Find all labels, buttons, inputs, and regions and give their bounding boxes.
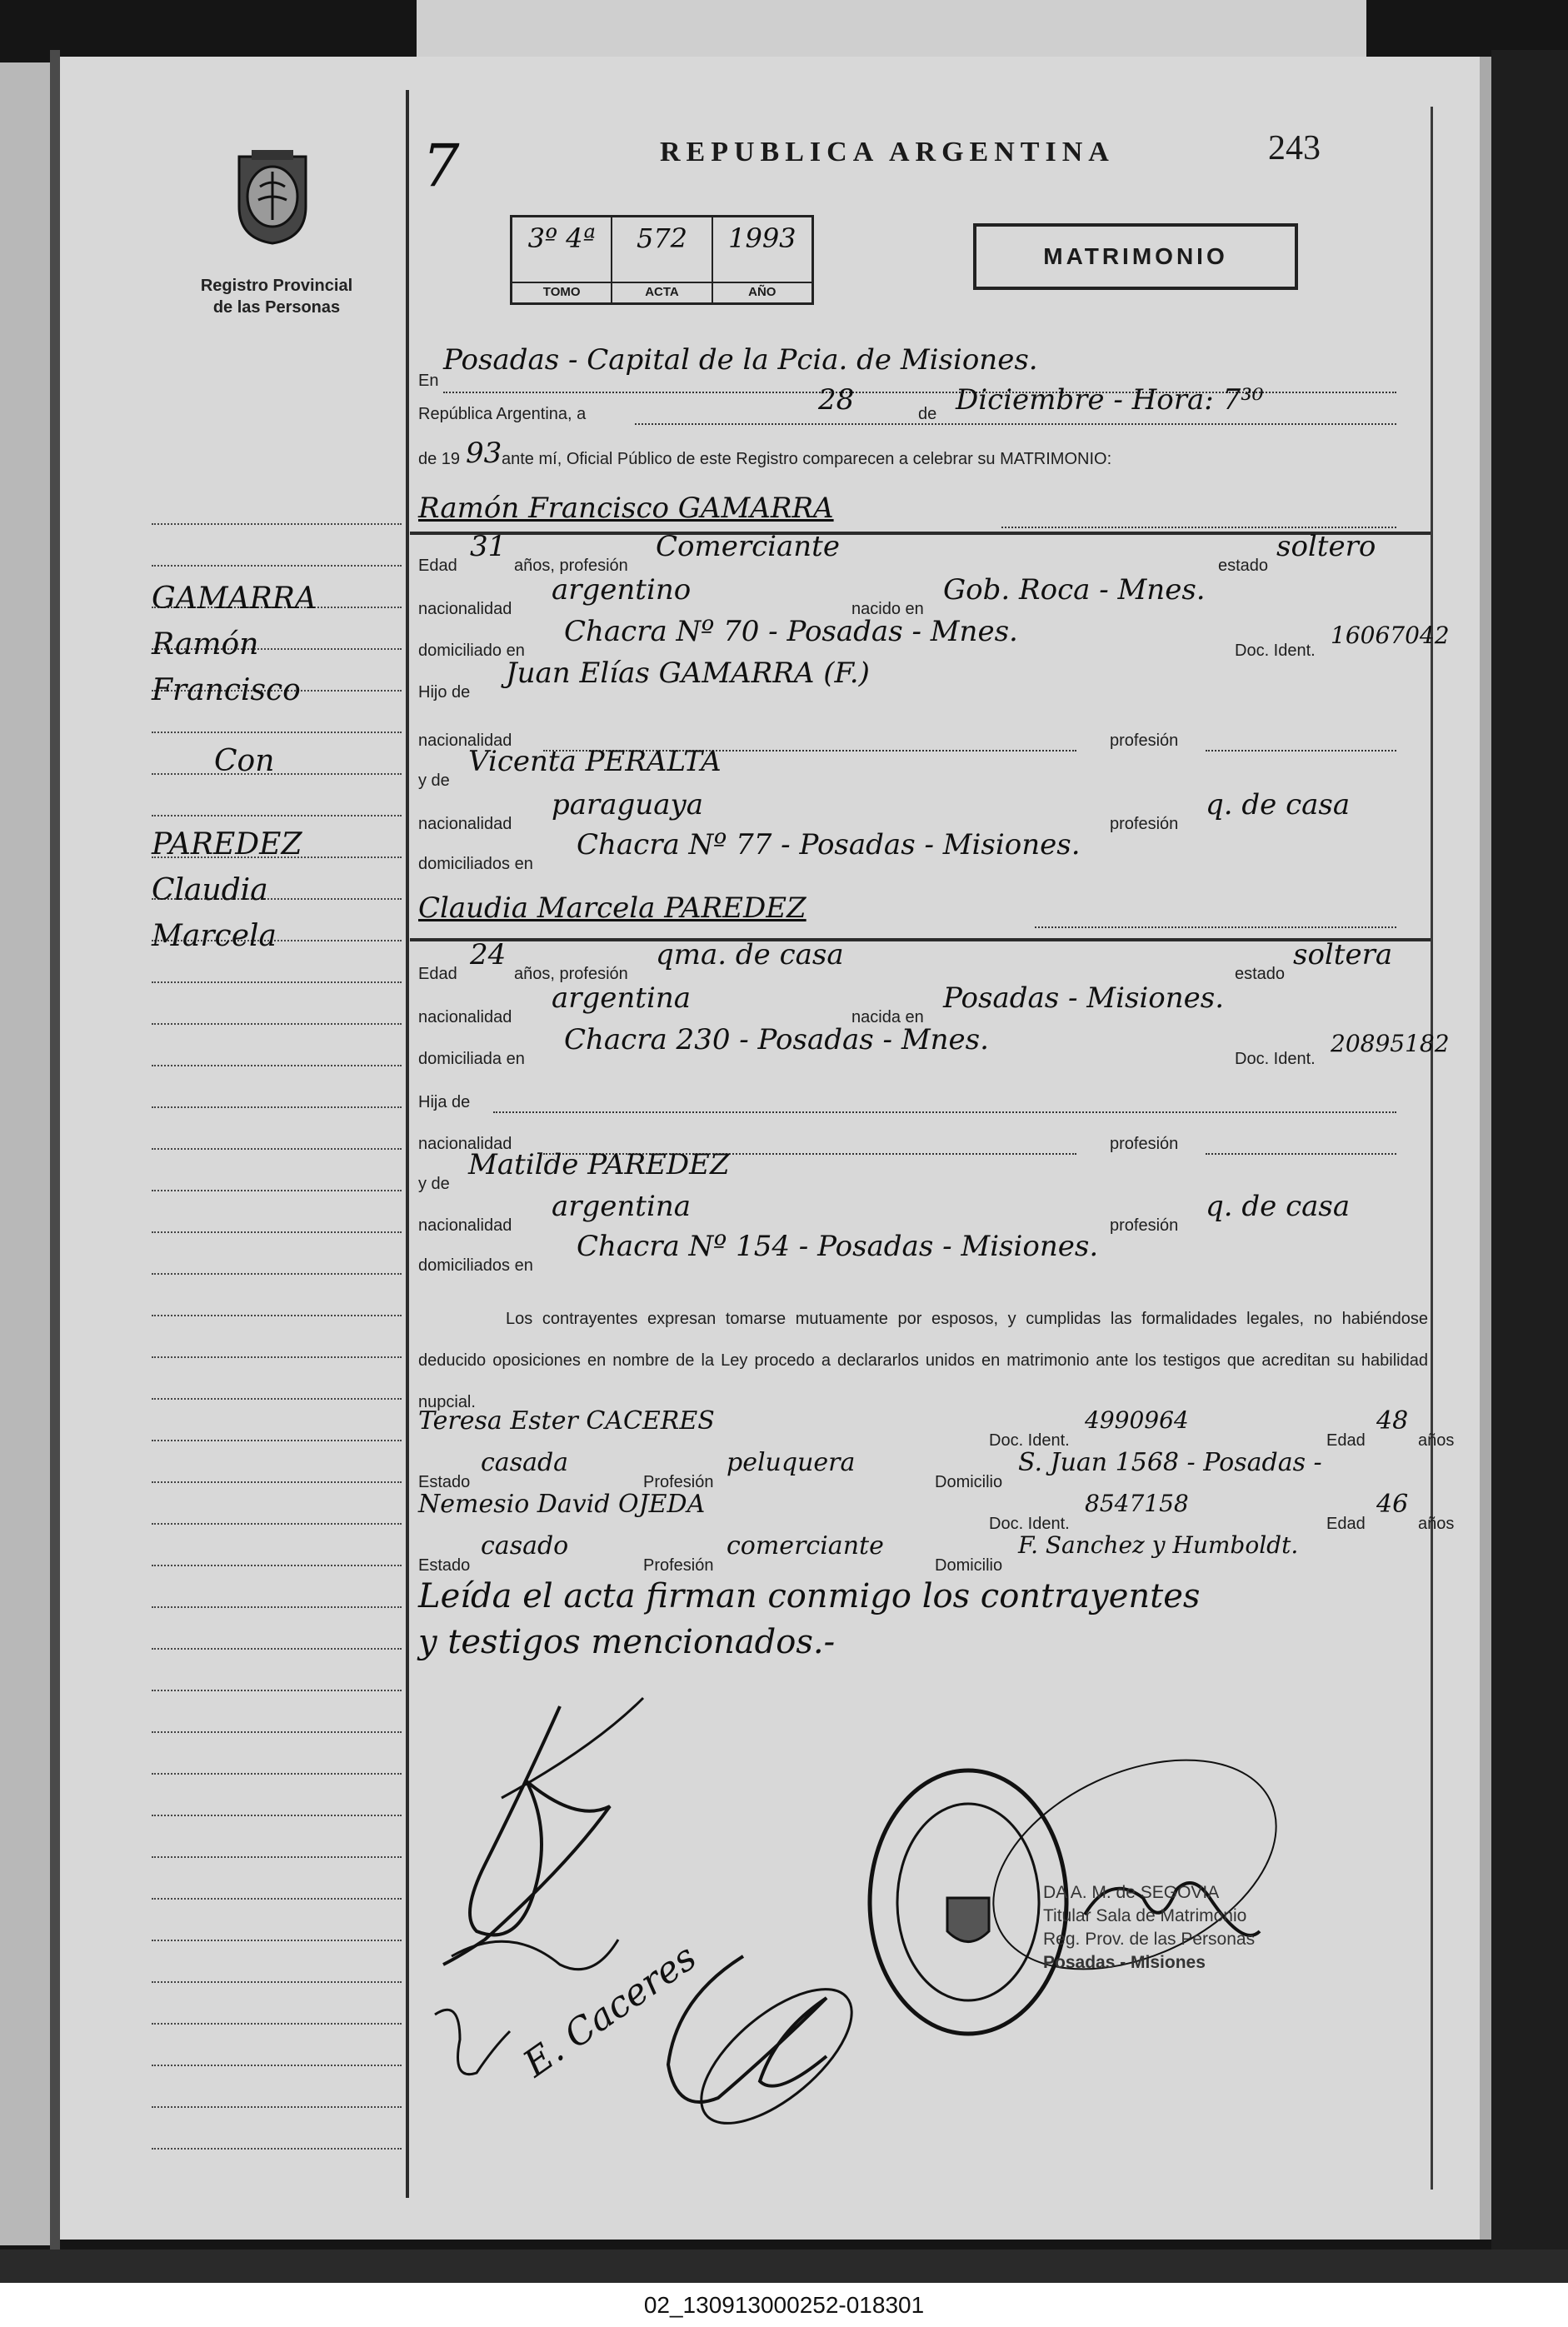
groom-birthplace: Gob. Roca - Mnes. [943, 573, 1206, 607]
certificate-page [60, 57, 1491, 2240]
bride-mother: Matilde PAREDEZ [468, 1148, 730, 1181]
groom-nacido-label: nacido en [851, 600, 924, 618]
witness2-address: F. Sanchez y Humboldt. [1018, 1531, 1299, 1559]
groom-parents-address: Chacra Nº 77 - Posadas - Misiones. [577, 828, 1081, 861]
bride-nationality: argentina [552, 981, 692, 1015]
bride-address: Chacra 230 - Posadas - Mnes. [564, 1023, 989, 1056]
margin-rule-line [152, 523, 402, 525]
margin-name-5: PAREDEZ [152, 827, 302, 861]
acta-value: 572 [636, 222, 688, 254]
year-value: 93 [466, 437, 502, 470]
margin-rule-line [152, 1731, 402, 1733]
tomo-label: TOMO [512, 282, 611, 299]
republica-label: República Argentina, a [418, 405, 587, 423]
bride-doc-label: Doc. Ident. [1235, 1050, 1316, 1068]
margin-rule-line [152, 1815, 402, 1816]
margin-rule-line [152, 1981, 402, 1983]
witness2-status: casado [481, 1531, 569, 1560]
groom-doc-label: Doc. Ident. [1235, 642, 1316, 660]
margin-rule-line [152, 1856, 402, 1858]
official-name: DA A. M. de SEGOVIA [1043, 1883, 1220, 1902]
groom-mother: Vicenta PERALTA [468, 745, 722, 778]
groom-address: Chacra Nº 70 - Posadas - Mnes. [564, 615, 1018, 648]
margin-rule-line [152, 1690, 402, 1691]
witness2-age: 46 [1376, 1490, 1409, 1519]
witness2-profesion-label: Profesión [643, 1556, 714, 1575]
witness1-anos-label: años [1418, 1431, 1455, 1450]
closing-text-2: y testigos mencionados.- [418, 1623, 836, 1661]
margin-rule-line [152, 1523, 402, 1525]
margin-rule-line [152, 1648, 402, 1650]
margin-rule-line [152, 1065, 402, 1066]
witness-signature: E. Caceres [516, 1935, 705, 2086]
margin-rule-line [152, 1315, 402, 1316]
groom-profession: Comerciante [656, 530, 840, 563]
day-value: 28 [818, 383, 855, 417]
registry-line-2: de las Personas [212, 298, 341, 317]
form-type-box: MATRIMONIO [973, 223, 1298, 290]
acta-label: ACTA [612, 282, 711, 299]
book-bottom-edge [0, 2250, 1568, 2283]
witness2-anos-label: años [1418, 1515, 1455, 1533]
witness2-doc-label: Doc. Ident. [989, 1515, 1070, 1533]
margin-rule-line [152, 565, 402, 567]
bride-mother-profession: q. de casa [1206, 1190, 1351, 1223]
margin-rule-line [152, 2065, 402, 2066]
official-seal-icon [864, 1765, 1072, 2040]
witness2-profession: comerciante [727, 1531, 884, 1560]
witness1-edad-label: Edad [1326, 1431, 1366, 1450]
groom-mother-label: y de [418, 772, 450, 790]
margin-name-4: Con [214, 744, 275, 778]
bride-profesion-label: años, profesión [514, 965, 628, 983]
bride-father-label: Hija de [418, 1093, 471, 1111]
margin-rule-line [152, 1273, 402, 1275]
margin-rule-line [152, 1190, 402, 1191]
witness1-doc: 4990964 [1085, 1406, 1189, 1434]
groom-nacionalidad-label: nacionalidad [418, 600, 512, 618]
bride-nacida-label: nacida en [851, 1008, 924, 1026]
witness1-profession: peluquera [727, 1448, 856, 1477]
bride-mother-label: y de [418, 1175, 450, 1193]
margin-name-6: Claudia [152, 873, 268, 907]
witness1-doc-label: Doc. Ident. [989, 1431, 1070, 1450]
place-value: Posadas - Capital de la Pcia. de Misiones. [443, 343, 1038, 377]
bride-separator [410, 938, 1431, 941]
bride-doc: 20895182 [1331, 1030, 1450, 1057]
book-right-edge [1491, 50, 1568, 2266]
margin-rule-line [152, 1606, 402, 1608]
margin-rule-line [152, 1898, 402, 1900]
margin-rule-line [152, 1940, 402, 1941]
witness2-estado-label: Estado [418, 1556, 471, 1575]
margin-rule-line [152, 1106, 402, 1108]
image-caption: 02_130913000252-018301 [0, 2283, 1568, 2327]
left-page-edge [0, 62, 50, 2245]
bride-parents-dom-label: domiciliados en [418, 1256, 533, 1275]
witness1-domicilio-label: Domicilio [935, 1473, 1003, 1491]
groom-father-nat-label: nacionalidad [418, 732, 512, 750]
bride-father-nat-label: nacionalidad [418, 1135, 512, 1153]
margin-name-3: Francisco [152, 673, 301, 707]
groom-mother-profession: q. de casa [1206, 788, 1351, 821]
margin-rule-line [152, 2023, 402, 2025]
margin-rule-line [152, 1023, 402, 1025]
coat-of-arms-icon [227, 148, 318, 247]
bride-nacionalidad-label: nacionalidad [418, 1008, 512, 1026]
bride-mother-prof-label: profesión [1110, 1216, 1179, 1235]
ano-label: AÑO [713, 282, 811, 299]
witness1-age: 48 [1376, 1406, 1409, 1436]
groom-doc: 16067042 [1331, 622, 1450, 649]
groom-estado-label: estado [1218, 557, 1269, 575]
witness1-address: S. Juan 1568 - Posadas - [1018, 1448, 1322, 1477]
groom-edad-label: Edad [418, 557, 457, 575]
tomo-cell [512, 217, 612, 302]
margin-rule-line [152, 2106, 402, 2108]
margin-divider [406, 90, 409, 2198]
groom-mother-nationality: paraguaya [552, 788, 703, 821]
bride-estado-label: estado [1235, 965, 1286, 983]
margin-rule-line [152, 2148, 402, 2150]
margin-rule-line [152, 981, 402, 983]
month-value: Diciembre - Hora: 7³⁰ [956, 383, 1264, 417]
ano-value: 1993 [728, 222, 796, 254]
book-gutter [50, 50, 60, 2250]
margin-rule-line [152, 1398, 402, 1400]
bride-domicilio-label: domiciliada en [418, 1050, 525, 1068]
groom-father-prof-label: profesión [1110, 732, 1179, 750]
groom-nationality: argentino [552, 573, 692, 607]
de-label: de [918, 405, 937, 423]
statement-text: ante mí, Oficial Público de este Registro comparecen a celebrar su MATRIMONIO: [502, 450, 1112, 468]
tomo-value: 3º 4ª [527, 222, 596, 254]
en-label: En [418, 372, 439, 390]
margin-rule-line [152, 1231, 402, 1233]
right-border [1431, 107, 1433, 2190]
bride-birthplace: Posadas - Misiones. [943, 981, 1225, 1015]
registry-name [185, 275, 368, 318]
margin-rule-line [152, 1148, 402, 1150]
groom-parents-dom-label: domiciliados en [418, 855, 533, 873]
bride-father-prof-label: profesión [1110, 1135, 1179, 1153]
official-title: Titular Sala de Matrimonio [1043, 1906, 1247, 1925]
margin-rule-line [152, 773, 402, 775]
witness2-domicilio-label: Domicilio [935, 1556, 1003, 1575]
groom-name: Ramón Francisco GAMARRA [418, 492, 834, 525]
margin-rule-line [152, 1356, 402, 1358]
groom-father-label: Hijo de [418, 683, 471, 702]
top-paper-edge [417, 0, 1366, 57]
country-title: REPUBLICA ARGENTINA [660, 137, 1115, 167]
margin-rule-line [152, 815, 402, 816]
margin-rule-line [152, 1481, 402, 1483]
margin-mark: 7 [422, 132, 460, 200]
bride-mother-nationality: argentina [552, 1190, 692, 1223]
margin-name-2: Ramón [152, 627, 259, 662]
bride-profession: qma. de casa [656, 938, 844, 971]
witness1-profesion-label: Profesión [643, 1473, 714, 1491]
closing-text-1: Leída el acta firman conmigo los contrayentes [418, 1577, 1201, 1615]
bride-name: Claudia Marcela PAREDEZ [418, 891, 806, 925]
bride-edad-label: Edad [418, 965, 457, 983]
declaration-text: Los contrayentes expresan tomarse mutuamente por esposos, y cumplidas las formalidades legales, no habiéndose deducido oposiciones en nombre de la Ley procedo a declararlos unidos en matrimonio ante los testigos que acreditan su habilidad nupcial. [418, 1310, 1428, 1411]
margin-name-1: GAMARRA [152, 582, 317, 616]
official-office: Reg. Prov. de las Personas [1043, 1930, 1256, 1949]
de19-label: de 19 [418, 450, 461, 468]
registry-line-1: Registro Provincial [200, 277, 353, 295]
groom-mother-prof-label: profesión [1110, 815, 1179, 833]
bride-parents-address: Chacra Nº 154 - Posadas - Misiones. [577, 1230, 1099, 1263]
bride-mother-nat-label: nacionalidad [418, 1216, 512, 1235]
reference-box [510, 215, 814, 305]
groom-age: 31 [470, 530, 507, 563]
witness1-name: Teresa Ester CACERES [418, 1406, 715, 1436]
official-city: Posadas - Misiones [1043, 1953, 1206, 1972]
page-number: 243 [1268, 129, 1321, 167]
groom-civil-status: soltero [1276, 530, 1376, 563]
witness1-estado-label: Estado [418, 1473, 471, 1491]
margin-name-7: Marcela [152, 919, 277, 953]
groom-mother-nat-label: nacionalidad [418, 815, 512, 833]
witness2-name: Nemesio David OJEDA [418, 1490, 706, 1519]
groom-father: Juan Elías GAMARRA (F.) [506, 657, 870, 690]
margin-rule-line [152, 1773, 402, 1775]
witness1-status: casada [481, 1448, 569, 1477]
official-stamp-text [1043, 1881, 1393, 1975]
margin-rule-line [152, 1565, 402, 1566]
bride-age: 24 [470, 938, 507, 971]
margin-rule-line [152, 732, 402, 733]
ano-cell [713, 217, 811, 302]
acta-cell [612, 217, 712, 302]
margin-rule-line [152, 1440, 402, 1441]
witness2-edad-label: Edad [1326, 1515, 1366, 1533]
groom-domicilio-label: domiciliado en [418, 642, 525, 660]
groom-profesion-label: años, profesión [514, 557, 628, 575]
witness2-doc: 8547158 [1085, 1490, 1189, 1517]
bride-civil-status: soltera [1293, 938, 1393, 971]
